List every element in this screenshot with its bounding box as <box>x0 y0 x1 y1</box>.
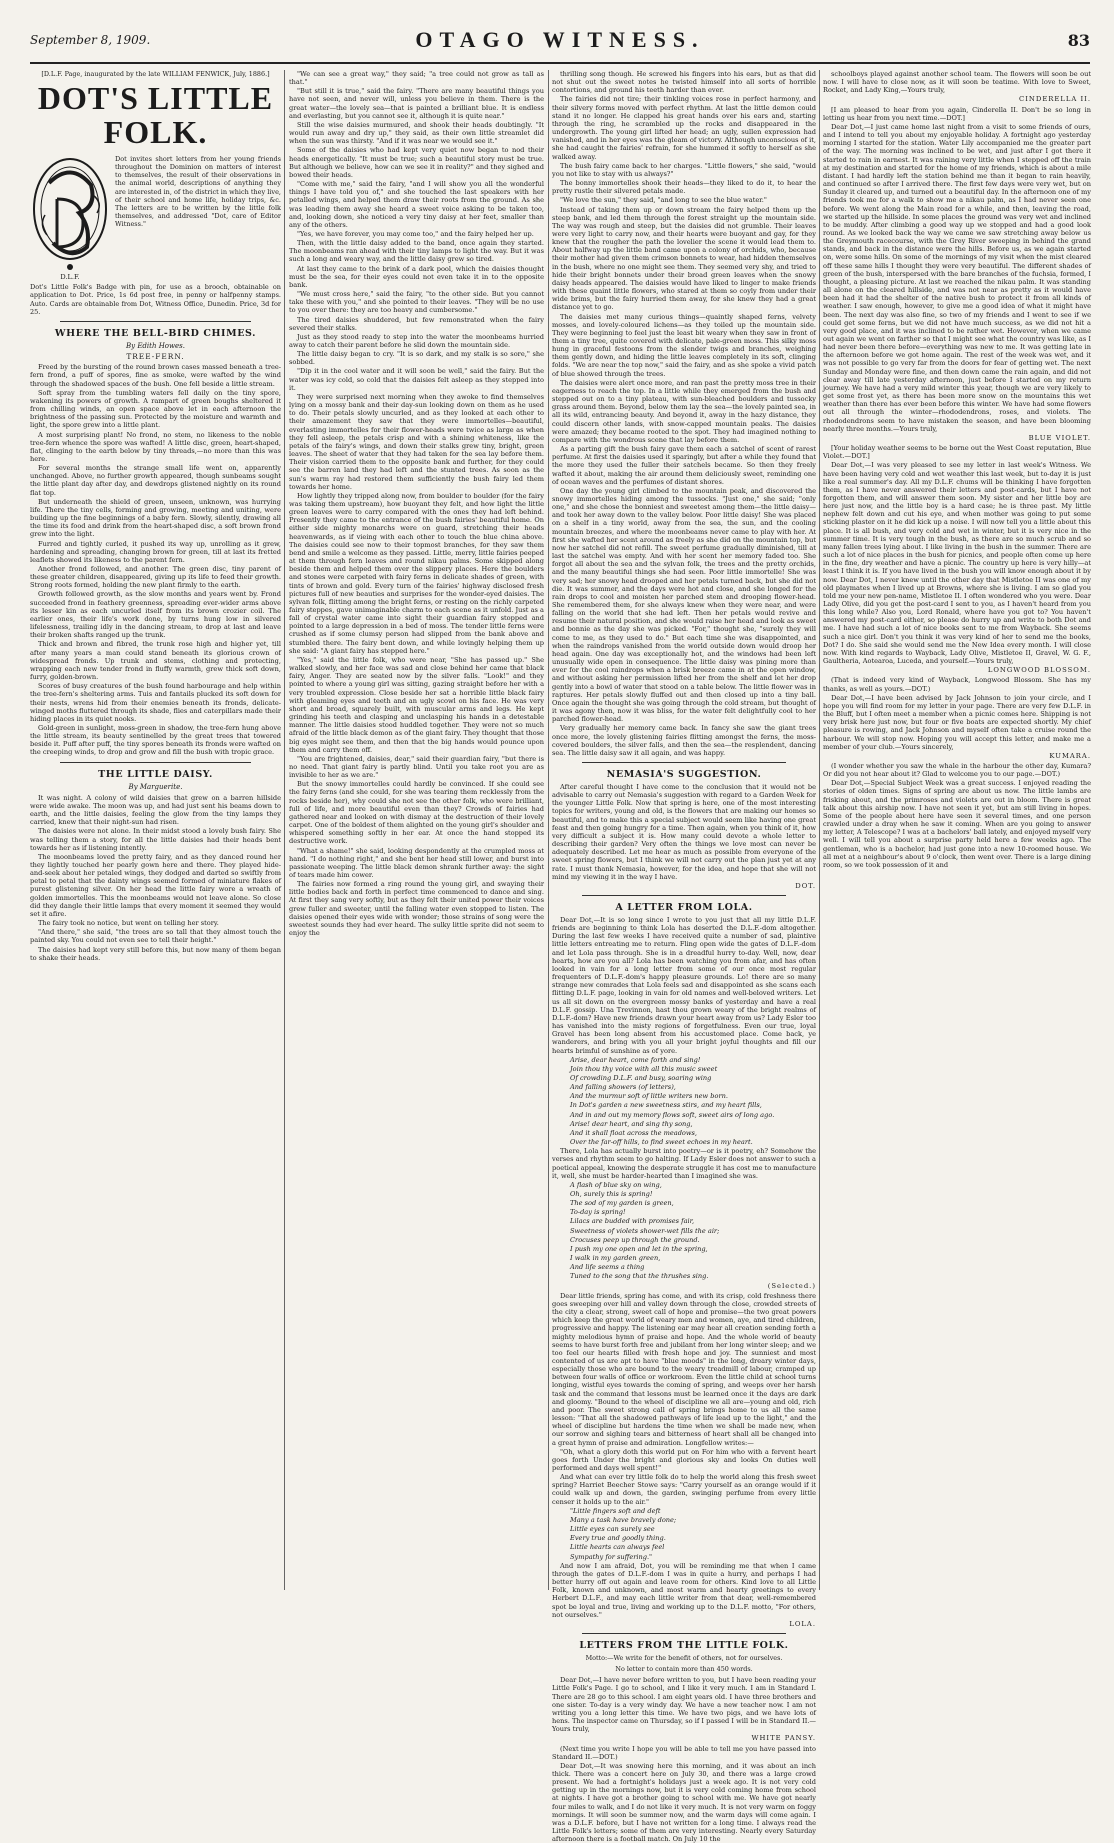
section-title: DOT'S LITTLE FOLK. <box>37 80 274 151</box>
daisy-paragraph: The moonbeams loved the pretty fairy, and as they danced round her they lightly touched her pearly gown here and there. They played hide-and-seek about her petaled wings, they dodged and darted so swiftly from petal to petal that the dainty wings seemed formed of miniature flakes of purest glistening silver. On her head the little fairy wore a wreath of golden immortelles. This the moonbeams would not leave alone. So close did they dangle their little lamps that every moment it seemed they would set it afire. <box>30 852 281 918</box>
verse-line: And in and out my memory flows soft, sweet airs of long ago. <box>570 1110 775 1119</box>
letter-paragraph: Dear Dot,—I was very pleased to see my letter in last week's Witness. We have been having very cold and wet weather this last week, but to-day it is just like a real summer's day. All my D.L.F. chums will be thinking I have forgotten them, as I have never answered their letters and post-cards, but I have not forgotten them, and will answer them soon. My sister and her little boy are here just now, and the little boy is a hard case; he is three past. My little nephew felt down and cut his eye, and when mother was going to put some sticking plaster on it he did kick up a noise. I will now tell you a little about this place. It is all bush, and very cold and wet in winter, but it is very nice in the summer time. It is very tough in the bush, as there are so much scrub and so many fallen trees lying about. I like living in the bush in the summer. There are such a lot of nice places in the bush for picnics, and people often come up here in the fine, dry weather and have a picnic. The country up here is very hilly—at least I think it is. If you have lived in the bush you will know enough about it by now. Dear Dot, I never knew until the other day that Mistletoe II was one of my old playmates when I lived up at Browns, where she is living. I am so glad you told me your new pen-name, Mistletoe II. I often wondered who you were. Dear Lady Olive, did you get the post-card I sent to you, as I haven't heard from you this long while? Also you, Lord Ronald, where have you got to? You haven't answered my post-card either, so please do hurry up and write to both Dot and me. I have had such a lot of nice books sent to me from Wayback. She seems such a nice girl. Don't you think it was very kind of her to send me the books, Dot? I do. She said she would send me the New Idea every month. I will close now. With kind regards to Wayback, Lady Olive, Mistletoe II, Gravel, W. G. F., Gaultheria, Aotearoa, Luceda, and yourself.—Yours truly, <box>823 461 1091 666</box>
daisy-paragraph: "Yes, we have forever, you may come too," and the fairy helped her up. <box>297 229 534 238</box>
nemasia-signature: DOT. <box>795 881 816 890</box>
lola-verse-2 <box>552 1181 816 1281</box>
editor-reply: (Next time you write I hope you will be able to tell me you have passed into Standard II.—DOT.) <box>552 1744 816 1761</box>
letter-paragraph: Dear Dot,—It was snowing here this morning, and it was about an inch thick. There was a concert here on July 30, and there was a large crowd present. We had a fortnight's holidays just a week ago. It is not very cold getting up in the mornings now, but it is very cold coming home from school at nights. I have got a brother going to school with me. We have got nearly four miles to walk, and I do not like it very much. It is not very warm on foggy mornings. It will soon be summer now, and the warm days will come again. I was a D.L.F. before, but I have not written for a long time. I always read the Little Folk's letters; some of them are very interesting. Nearly every Saturday afternoon there is a football match. On July 10 the <box>552 1761 816 1843</box>
lola-paragraph: Dear little friends, spring has come, and with its crisp, cold freshness there goes sweeping over hill and valley down through the close, crowded streets of the city a clear, strong, sweet call of hope and promise—the two great powers which keep the great world of weary men and women, aye, and tired children, progressive and happy. The listening ear may hear all creation sending forth a mighty melodious hymn of praise and hope. And the whole world of beauty seems to have burst forth free and jubilant from her long winter sleep; and we too feel our hearts filled with fresh hope and joy. The sunniest and most contented of us are apt to have "blue moods" in the long, dreary winter days, especially those who are bound to the weary treadmill of labour, cramped up between four walls of office or workroom. Even the little child at school turns longing, wistful eyes towards the coming of spring, and weeps over her harsh task and the command that lessons must be learned once it the days are dark and gloomy. "Bound to the wheel of discipline we all are—young and old, rich and poor. The sweet strong call of spring brings home to us all the same lesson: "That all the shadowed pathways of life lead up to the light," and the wheel of discipline but hardens the time when we shall be made new, when our sorrow and sighing tears and bitterness of heart shall all be changed into a great hymn of praise and admiration. Longfellow writes:— <box>552 1291 816 1447</box>
verse-line: Crocuses peep up through the ground. <box>570 1235 700 1244</box>
column-2 <box>289 70 544 1592</box>
badge-label: D.L.F. <box>60 273 80 282</box>
verse-line: And the murmur soft of little writers new born. <box>570 1092 728 1101</box>
editor-reply: (I wonder whether you saw the whale in the harbour the other day, Kumara? Or did you not hear about it? Glad to welcome you to our page.—DOT.) <box>823 761 1091 779</box>
daisy-title: THE LITTLE DAISY. <box>98 768 213 780</box>
story-body <box>30 363 281 756</box>
story-paragraph: Scores of busy creatures of the bush found harbourage and help within the tree-fern's sheltering arms. Tuis and fantails plucked its soft down for their nests, wrens hid from their enemies beneath its fronds, delicate-winged moths fluttered through its shade, flies and caterpillars made their hiding places in its quiet nooks. <box>30 682 281 723</box>
daisy-paragraph: One day the young girl climbed to the mountain peak, and discovered the snowy immortelles hiding among the tussocks. "Just one," she said; "only one," and she chose the bonniest and sweetest among them—the little daisy—and took her away down to the valley below. Poor little daisy! She was placed on a shelf in a tiny world, away from the sea, the sun, and the cooling mountain breezes, and where the moonbeams never came to play with her. At first she wafted her scent around as freely as she did on the mountain top, but now her satchel did not refill. The sweet perfume gradually diminished, till at last the satchel was empty. And with her scent her memory faded too. She forgot all about the sea and the sylvan folk, the trees and the pretty orchids, and the many beautiful things she had seen. Poor little immortelle! She was very sad; her snowy head drooped and her petals turned back, but she did not die. It was summer, and the days were hot and close, and she longed for the rain drops to cool and moisten her parched stem and drooping flower-head. She remembered them, for she always knew when they were near, and were falling on the world that she had left. Then her petals would revive and resume their natural position, and she would raise her head and look as sweet and bonnie as the day she was picked. "For," thought she, "surely they will come to me, as they used to do." But each time she was disappointed, and when the raindrops vanished from the world outside down would droop her head again. One day was exceptionally hot, and the windows had been left unusually wide open in consequence. The little daisy was pining more than ever for the cool raindrops when a brisk breeze came in at the open window, and without asking her permission lifted her from the shelf and let her drop gently into a bowl of water that stood on a table below. The little flower was in raptures. Her petals slowly fluffed out and then closed up into a tiny ball. Once again the thought she was going through the cold stream, but thought of it was agony then, now it was bliss, for the water felt delightfully cool to her parched flower-head. <box>552 486 816 724</box>
letter-paragraph: schoolboys played against another school team. The flowers will soon be out now. I will have to close now, as it will soon be teatime. With love to Sweet, Rocket, and Lady King,—Yours truly, <box>823 70 1091 95</box>
verse-line: Many a task have bravely done; <box>570 1515 677 1524</box>
masthead-title: OTAGO WITNESS. <box>415 27 705 52</box>
story-paragraph: Gold-green in sunlight, moss-green in shadow, the tree-fern hung above the little stream, its beauty sentinelled by the great trees that towered beside it. Puff after puff, the tiny spores beneath its fronds were wafted on the creeping winds, to drop and grow and fill the bush with tropic grace. <box>30 723 281 757</box>
letters-motto: Motto:—We write for the benefit of others, not for ourselves. <box>585 1653 783 1662</box>
daisy-paragraph: The little daisy began to cry. "It is so dark, and my stalk is so sore," she sobbed. <box>289 350 544 367</box>
story-paragraph: Another frond followed, and another. The green disc, tiny parent of these greater children, disappeared, giving up its life to feed their growth. Strong roots formed, holding the new plant firmly to the earth. <box>30 565 281 590</box>
letter-signature: WHITE PANSY. <box>751 1734 816 1743</box>
daisy-paragraph: The daisies were alert once more, and ran past the pretty moss tree in their eagerness to reach the top. In a little while they emerged from the bush and stepped out on to a tiny plateau, with sun-bleached boulders and tussocky grass around them. Beyond, below them lay the sea—the lovely painted sea, in all its wild, entrancing beauty. And beyond it, away in the hazy distance, they could discern other lands, with snow-capped mountain peaks. The daisies were amazed; they became rooted to the spot. They had imagined nothing to compare with the wondrous scene that lay before them. <box>552 378 816 444</box>
daisy-paragraph: "What a shame!" she said, looking despondently at the crumpled moss at hand. "I do nothing right," and she bent her head still lower, and burst into passionate weeping. The little black demon shrank further away: the sight of tears made him cower. <box>289 846 544 879</box>
story-paragraph: Soft spray from the tumbling waters fell daily on the tiny spore, wakening its powers of growth. A rampart of green boughs sheltered it from chilling winds, an open space above let in each afternoon the brightness of the passing sun. Protected by the moisture and warmth and light, the spore grew into a little plant. <box>30 388 281 430</box>
story-paragraph: For several months the strange small life went on, apparently unchanged. Above, no further growth appeared, though sunbeams sought the little plant day after day, and dewdrops glistened nightly on its round flat top. <box>30 464 281 497</box>
daisy-paragraph: Instead of taking them up or down stream the fairy helped them up the steep bank, and led them through the forest straight up the mountain side. The way was rough and steep, but the daisies did not grumble. Their leaves were very light to carry now, and their hearts were buoyant and gay, for they knew that the rougher the path the lovelier the scene it would lead them to. About halfway up the little band came upon a colony of orchids, who, because their mother had given them crimson bonnets to wear, had hidden themselves in the bush, where no one might see them. They seemed very shy, and tried to hide their bright bonnets under their broad green leaves when the snowy daisy heads appeared. The daisies would have liked to linger to make friends with these quaint little flowers, who stared at them so coyly from under their wide brims, but the fairy hurried them away, for she knew they had a great distance yet to go. <box>552 205 816 312</box>
page-number: 83 <box>1067 30 1090 50</box>
daisy-body <box>30 794 281 962</box>
daisy-paragraph: They were surprised next morning when they awoke to find themselves lying on a mossy bank and their day-sun looking down on them as he used to do. Their petals slowly uncurled, and as they looked at each other to their amazement they saw that they were immortelles—beautiful, everlasting immortelles for their flower-heads were twice as large as when they fell asleep, the petals crisp and with a shining whiteness, like the petals of the fairy's wings, and down their stalks grew tiny, bright, green leaves. The sheet of water that they had taken for the sea lay before them. Their vision carried them to the opposite bank and further, for they could see the barren land they had left and the stunted trees. As soon as the sun's warm ray had restored them sufficiently the bush fairy led them towards her home. <box>289 392 544 491</box>
daisy-paragraph: At last they came to the brink of a dark pool, which the daisies thought must be the sea, for their eyes could not even take it in to the opposite bank. <box>289 264 544 289</box>
daisy-paragraph: "And there," she said, "the trees are so tall that they almost touch the painted sky. You could not even see to tell their height." <box>30 928 281 945</box>
verse-line: Sweetness of violets shower-wet fills the air; <box>570 1226 720 1235</box>
divider <box>582 1633 786 1634</box>
daisy-paragraph: Just as they stood ready to step into the water the moonbeams hurried away to catch their parent before he slid down the mountain side. <box>289 332 544 349</box>
page-header <box>30 18 1090 64</box>
verse-line: "Little fingers soft and deft <box>570 1506 661 1515</box>
letter-signature: BLUE VIOLET. <box>1028 433 1091 442</box>
verse-line: Oh, surely this is spring! <box>570 1190 653 1198</box>
intro-paragraph: Dot invites short letters from her young friends throughout the Dominion on matters of interest to themselves, the result of their observations in the animal world, descriptions of anything they are interested in, of the district in which they live, of their school and home life, holiday trips, &c. The letters are to be written by the little folk themselves, and addressed "Dot, care of Editor Witness." <box>115 155 281 228</box>
daisy-paragraph: Some of the daisies who had kept very quiet now began to nod their heads energetically. "It must be true; such a beautiful story must be true. But although we believe, how can we see it in reality?" and they sighed and bowed their heads. <box>289 146 544 179</box>
daisy-paragraph: "Come with me," said the fairy, "and I will show you all the wonderful things I have told you of," and she touched the last speakers with her petalled wings, and helped them draw their roots from the ground. As she was leading them away she heard a sweet voice asking to be taken too, and, looking down, she noticed a very tiny daisy at her feet, smaller than any of the others. <box>289 180 544 229</box>
daisy-paragraph: The daisies were not alone. In their midst stood a lovely bush fairy. She was telling them a story, for all the little daisies had their heads bent towards her as if listening intently. <box>30 827 281 852</box>
lola-paragraph: And now I am afraid, Dot, you will be reminding me that when I came through the gates of D.L.F.-dom I was in quite a hurry, and perhaps I had better hurry off out again and leave room for others. Kind love to all Little Folk, known and unknown, and most warm and hearty greetings to every Herbert D.L.F., and may each little writer from that dear, well-remembered spot be loyal and true, living and working up to the D.L.F. motto, "For others, not ourselves." <box>552 1561 816 1619</box>
daisy-paragraph: The bonny immortelles shook their heads—they liked to do it, to hear the pretty rustle their silvered petals made. <box>552 179 816 196</box>
story-paragraph: A most surprising plant! No frond, no stem, no likeness to the noble tree-fern whence the spore was wafted! A little disc, green, heart-shaped, flat, clinging to the earth below by tiny threads,—no more than this was here. <box>30 430 281 463</box>
lola-paragraph: There, Lola has actually burst into poetry—or is it poetry, eh? Somehow the verses and rhythm seem to go halting. If Lady Esler does not answer to such a poetical appeal, knowing the desperate struggle it has cost me to manufacture it, well, she must be harder-hearted than I imagined she was. <box>552 1147 816 1180</box>
editor-reply: [Your holiday weather seems to be borne out the West Coast reputation, Blue Violet.—DOT.] <box>823 444 1091 461</box>
verse-line: In Dot's garden a new sweetness stirs, and my heart fills, <box>570 1101 762 1110</box>
story-paragraph: But underneath the shield of green, unseen, unknown, was hurrying life. There the tiny cells, forming and growing, meeting and uniting, were building up the fine beginnings of a baby fern. Slowly, silently, drawing all the time its food and drink from the heart-shaped disc, a soft brown frond grew into the light. <box>30 497 281 539</box>
story-paragraph: Thick and brown and fibred, the trunk rose high and higher yet, till after many years a man could stand beneath its glorious crown of widespread fronds. Up trunk and stems, clothing and protecting, wrapping each new tender frond in fluffy warmth, grew thick soft down, furry, golden-brown. <box>30 640 281 682</box>
daisy-paragraph: "We can see a great way," they said; "a tree could not grow as tall as that." <box>289 70 544 87</box>
letters-title: LETTERS FROM THE LITTLE FOLK. <box>579 1639 789 1651</box>
lola-title: A LETTER FROM LOLA. <box>615 902 753 913</box>
daisy-paragraph: "But still it is true," said the fairy. "There are many beautiful things you have not seen, and never will, unless you believe in them. There is the great water—the lovely sea—that is painted a brilliant blue. It is endless and everlasting, but you cannot see it, although it is quite near." <box>289 87 544 120</box>
verse-line: Join thou thy voice with all this music sweet <box>570 1064 718 1073</box>
nemasia-title: NEMASIA'S SUGGESTION. <box>606 768 762 780</box>
daisy-paragraph: The fairy took no notice, but went on telling her story. <box>38 919 219 928</box>
letter-signature: CINDERELLA II. <box>1019 95 1091 104</box>
letter-paragraph: Dear Dot,—I just came home last night from a visit to some friends of ours, and I intend to tell you about my enjoyable holiday. A fortnight ago yesterday morning I started for the station. Water Lily accompanied me the greater part of the way. The morning was inclined to be wet, and just after I got there it started to rain in earnest. It was raining very little when I stepped off the train at my destination and started for the home of my friends, which is about a mile distant. I had hardly left the station behind me than it began to rain heavily, and continued so after I arrived there. The first few days were very wet, but on Sunday it cleared up, and turned out a beautiful day. In the afternoon one of my friends took me for a walk to show me a nikau palm, as I had never seen one before. We went along the Main road for a while, and then, leaving the road, we started up the hillside. In some places the ground was very wet and inclined to be muddy. After climbing a good way up we stopped and had a good look round. As we looked back the way we came we saw stretching away below us the Greymouth racecourse, with the Grey River sweeping in behind the grand stands, and back in the distance were the hills. Before us, as we again started on, were some hills. On some of the mornings of my visit when the mist cleared off these same hills I thought they were very beautiful. The different shades of green of the bush, interspersed with the bare branches of the fuchsia, formed, I thought, a pleasing picture. At last we reached the nikau palm. It was standing all alone on the cleared hillside, and was not near as pretty as it would have been had it had the shelter of the native bush to protect it from all kinds of weather. I saw enough, however, to give me a good idea of what it might have been. The next day was also fine, so two of my friends and I went to see if we could get some ferns, but we did not have much success, as we did not hit a very good place, and it was inclined to be rather wet. However, when we came out again we went on farther so that I might see what the country was like, as I had never been there before—everything was new to me. It was getting late in the afternoon before we got home again. The rest of the week was wet, and it was not possible to go very far from the doors for fear of getting wet. The next Sunday and Monday were fine, and then down came the rain again, and did not clear away till late yesterday afternoon, just before I started on my return journey. We have had a very mild winter this year, though we are very likely to get some frost yet, as there has been more snow on the mountains this wet weather than there has ever been before this winter. We have had some flowers out all through the winter—rhododendrons, roses, and violets. The rhododendrons seem to have mistaken the season, and have been blooming nearly three months.—Yours truly, <box>823 122 1091 433</box>
letter-paragraph: Dear Dot,—I have never before written to you, but I have been reading your Little Folk's Page. I go to school, and I like it very much. I am in Standard I. There are 28 go to this school. I am eight years old. I have three brothers and one sister. To-day is a very windy day. We have a new teacher now. I am not writing you a long letter this time. We have two pigs, and we have lots of hens. The inspector came on Thursday, so if I passed I will be in Standard II.—Yours truly, <box>552 1676 816 1734</box>
verse-line: Tuned to the song that the thrushes sing. <box>570 1272 709 1281</box>
story-byline: By Edith Howes. <box>126 341 185 350</box>
letter-signature: LONGWOOD BLOSSOM. <box>987 666 1091 675</box>
daisy-paragraph: Still the wise daisies murmured, and shook their heads doubtingly. "It would run away and dry up," they said, as their own little streamlet did when the sun was thirsty. "And if it was near we would see it." <box>289 120 544 146</box>
verse-line: Sympathy for suffering." <box>570 1552 653 1561</box>
letter-signature: KUMARA. <box>1049 751 1091 760</box>
verse-line: The sod of my garden is green, <box>570 1199 674 1208</box>
column-4 <box>823 70 1091 1592</box>
daisy-paragraph: How lightly they tripped along now, from boulder to boulder (for the fairy was taking them upstream), how buoyant they felt, and how light the little green leaves were to carry compared with the ones they had left behind. Presently they came to the entrance of the bush fairies' beautiful home. On either side mighty monarchs were on guard, stretching their heads heavenwards, as if vieing with each other to touch the blue china above. The daisies could see now to their topmost branches, for they saw them bend and smile a welcome as they passed. Little, merry, little fairies peeped at them through fern leaves and round nikau palms. Some skipped along beside them and helped them over the slippery places. Here the boulders and stones were carpeted with fairy ferns in delicate shades of green, with tints of brown and gold. Every turn of the fairies' highway disclosed fresh pictures full of new beauties and surprises for the wonder-eyed daisies. The sylvan folk, flitting among the bright ferns, or resting on the richly carpeted fairy steppes, gave unimaginable charm to each scene as it unfold. Just as a fall of crystal water came into sight their guardian fairy stopped and pointed to a large depression in a bed of moss. The tender little ferns were crushed as if some clumsy person had slipped from the bank above and stumbled there. The fairy bent down, and while lovingly helping them up she said: "A giant fairy has stepped here." <box>289 491 545 655</box>
story-paragraph: Growth followed growth, as the slow months and years went by. Frond succeeded frond in feathery greenness, spreading ever-wider arms above its lesser kin as each uncurled itself from its brown crozier coil. The earlier ones, their life's work done, by turns hung low in silvered lifelessness, trailing idly in the dancing stream, to drop at last and leave their broken shafts ranged up the trunk. <box>30 590 281 640</box>
daisy-paragraph: The fairies did not tire; their tinkling voices rose in perfect harmony, and their silvery forms moved with perfect rhythm. At last the little demon could stand it no longer. He clapped his great hands over his ears and, starting through the ring, he scrambled up the rocks and disappeared in the undergrowth. The young girl lifted her head; an ugly, sullen expression had vanished, and in her eyes was the gleam of victory. Although unconscious of it, she had caught the fairies' refrain, for she hummed it softly to herself as she walked away. <box>552 95 816 161</box>
verse-line: Little hearts can always feel <box>570 1543 665 1552</box>
daisy-paragraph: But the snowy immortelles could hardly be convinced. If she could see the fairy ferns (and she could, for she was tearing them recklessly from the rocks beside her), why could she not see the other folk, who were brilliant, full of life, and more beautiful even than they? Crowds of fairies had gathered near and looked on with dismay at the destruction of their lovely carpet. One of the boldest of them alighted on the young girl's shoulder and whispered something softly in her ear. At once the hand stopped its destructive work. <box>289 780 544 846</box>
daisy-paragraph: "Yes," said the little folk, who were near, "She has passed up." She walked slowly, and her face was sad and close behind her came that black fairy, Anger. They are seated now by the silver falls. "Look!" and they pointed to where a young girl was sitting, gazing straight before her with a very troubled expression. Close beside her sat a horrible little black fairy with gleaming eyes and teeth and an ugly scowl on his face. He was very short and broad, squarely built, with muscular arms and legs. He kept grinding his teeth and clasping and unclasping his hands in a detestable manner. The little daisies stood huddled together. They were not so much afraid of the little black demon as of the giant fairy. They thought that those big eyes might see them, and then that the big hands would pounce upon them and carry them off. <box>289 655 544 754</box>
verse-line: And it shall float across the meadows, <box>570 1128 698 1137</box>
badge-caption: Dot's Little Folk's Badge with pin, for use as a brooch, obtainable on application to Dot. Price, 1s 6d post free, in penny or halfpenny stamps. Auto. Cards are obtainable from Dot, Witness Office, Dunedin. Price, 3d for 25. <box>30 283 281 316</box>
intro-text <box>115 155 281 281</box>
lola-verse-1 <box>552 1056 816 1147</box>
daisy-paragraph: The daisies met many curious things—quaintly shaped ferns, velvety mosses, and lovely-coloured lichens—as they toiled up the mountain side. They were beginning to feel just the least bit weary when they saw in front of them a tiny tree, quite covered with delicate, pale-green moss. This silky moss hung in graceful festoons from the slender twigs and branches, weighing them gently down, and hiding the little leaves completely in its soft, clinging folds. "We are near the top now," said the fairy, and as she spoke a vivid patch of blue showed through the trees. <box>552 312 816 378</box>
daisy-paragraph: "Dip it in the cool water and it will soon be well," said the fairy. But the water was icy cold, so cold that the daisies felt asleep as they stepped into it. <box>289 367 544 392</box>
column-rule <box>284 70 285 1590</box>
lola-paragraph: And what can ever try little folk do to help the world along this fresh sweet spring? Harriet Beecher Stowe says: "Carry yourself as an orange would if it could walk up and down, the garden, swinging perfume from every little censer it holds up to the air." <box>552 1473 816 1506</box>
editor-reply: [I am pleased to hear from you again, Cinderella II. Don't be so long in letting us hear from you next time.—DOT.] <box>823 105 1091 122</box>
divider <box>60 321 251 322</box>
lola-paragraph: "Oh, what a glory doth this world put on For him who with a fervent heart goes forth Under the bright and glorious sky and looks On duties well performed and days well spent!" <box>552 1447 816 1472</box>
verse-line: I push my one open and let in the spring, <box>570 1244 708 1253</box>
dlf-badge <box>30 155 110 281</box>
divider <box>60 762 251 763</box>
daisy-paragraph: It was night. A colony of wild daisies that grew on a barren hillside were wide awake. The moon was up, and had just sent his beams down to earth, and the little daisies, feeling the glow from the tiny lamps they carried, knew that their night-sun had risen. <box>30 793 281 827</box>
verse-line: Lilacs are budded with promises fair, <box>570 1217 695 1226</box>
lola-signature: LOLA. <box>789 1619 816 1628</box>
daisy-paragraph: The daisies had kept very still before this, but now many of them began to shake their heads. <box>30 945 281 962</box>
verse-line: And falling showers (of letters), <box>570 1083 676 1092</box>
daisy-paragraph: "You are frightened, daisies, dear," said their guardian fairy, "but there is no need. That giant fairy is partly blind. Until you take root you are as invisible to her as we are." <box>289 754 544 780</box>
daisy-paragraph: Very gradually her memory came back. In fancy she saw the giant trees once more, the lovely glistening fairies flitting amongst the ferns, the moss-covered boulders, the silver falls, and then the sea—the resplendent, dancing sea. The little daisy saw it all again, and was happy. <box>552 724 816 757</box>
verse-line: Every true and goodly thing. <box>570 1534 666 1543</box>
daisy-paragraph: "We must cross here," said the fairy, "to the other side. But you cannot take these with you," and she pointed to their leaves. "They will be no use to you over there: they are too heavy and cumbersome." <box>289 290 544 315</box>
verse-line: Of crowding D.L.F. and busy, soaring wing <box>570 1073 712 1082</box>
column-1 <box>30 70 281 1592</box>
column-3 <box>552 70 816 1843</box>
verse-line: Arise! dear heart, and sing thy song, <box>570 1119 693 1128</box>
verse-line: Arise, dear heart, come forth and sing! <box>570 1055 701 1064</box>
divider <box>582 895 786 896</box>
verse-line: I walk in my garden green, <box>570 1254 661 1263</box>
lola-paragraph: Dear Dot,—It is so long since I wrote to you just that all my little D.L.F. friends are beginning to think Lola has deserted the D.L.F.-dom altogether. During the last few weeks I have received quite a number of sad, plaintive little letters entreating me to return. Fling open wide the gates of D.L.F.-dom and let Lola pass through. She is in a dreadful hurry to-day. Well, now, dear hearts, how are you all? Lola has been watching you from afar, and has often looked in vain for a long letter from some of our once most regular frequenters of D.L.F.-dom's happy pleasure grounds. Lo! there are so many strange new comrades that Lola feels sad and disappointed as she scans each flitting D.L.F. page, looking in vain for old names and well-beloved writers. Let us all sit down on the evergreen mossy banks of yesterday and have a real D.L.F. gossip. Una Trevinnon, hast thou grown weary of the bright realms of D.L.F.-dom? Have new friends drawn your heart away from us? Lady Esler too has vanished into the misty regions of forgetfulness. Even our true, loyal Gravel has been long absent from his accustomed place. Come back, ye wanderers, and bring with you all your bright joyful thoughts and fill our hearts brimful of sunshine as of yore. <box>552 916 816 1055</box>
verse-line: And life seems a thing <box>570 1263 645 1272</box>
nemasia-paragraph: After careful thought I have come to the conclusion that it would not be advisable to carry out Nemasia's suggestion with regard to a Garden Week for the younger Little Folk. Now that spring is here, one of the most interesting topics for writers, young and old, is the flowers that are making our homes so beautiful, and to make this a special subject would seem like having one great feast and then going hungry for a time. Then again, when you think of it, how very difficult a subject it is. How many could devote a whole letter to describing their garden? Very often the things we love most can never be adequately described. Let me hear as much as possible from everyone of the sweet spring flowers, but I think we will not carry out the plan just yet at any rate. I must thank Nemasia, however, for the idea, and hope that she will not mind my viewing it in the way I have. <box>552 782 816 881</box>
daisy-paragraph: As a parting gift the bush fairy gave them each a satchel of scent of rarest perfume. At first the daisies used it sparingly, but after a while they found that the more they used the fuller their satchels became. So then they freely wafted it about, making the air around them deliciously sweet, reminding one of ocean waves and the perfumes of distant shores. <box>552 445 816 486</box>
letters-rule: No letter to contain more than 450 words. <box>615 1665 753 1674</box>
dlf-founding-note: [D.L.F. Page, inaugurated by the late WILLIAM FENWICK, July, 1886.] <box>41 70 270 78</box>
verse-line: Little eyes can surely see <box>570 1525 655 1534</box>
verse-line: Over the far-off hills, to find sweet echoes in my heart. <box>570 1138 753 1147</box>
column-rule <box>819 70 820 1590</box>
editor-reply: (That is indeed very kind of Wayback, Longwood Blossom. She has my thanks, as well as yours.—DOT.) <box>823 676 1091 693</box>
badge-block <box>30 155 281 281</box>
dlf-badge-emblem-icon <box>31 155 109 273</box>
lola-verse-3 <box>552 1507 816 1561</box>
verse-line: A flash of blue sky on wing, <box>570 1180 662 1189</box>
story-paragraph: Freed by the bursting of the round brown cases massed beneath a tree-fern frond, a puff of spores, fine as smoke, were wafted by the wind through the shadowed spaces of the bush. One fell beside a little stream. <box>30 363 281 388</box>
story-subtitle: TREE-FERN. <box>126 352 185 362</box>
issue-date: September 8, 1909. <box>30 33 151 47</box>
letter-paragraph: Dear Dot,—I have been advised by Jack Johnson to join your circle, and I hope you will find room for my letter in your page. There are very few D.L.F. in the Bluff, but I often meet a member when a picnic comes here. Shipping is not very brisk here just now, but four or five boats are expected shortly. My chief pleasure is rowing, and Jack Johnson and myself often take a cruise round the harbour. We will stop now. Hoping you will accept this letter, and make me a member of your club.—Yours sincerely, <box>823 693 1091 751</box>
verse-source: (Selected.) <box>767 1281 816 1290</box>
daisy-paragraph: "We love the sun," they said, "and long to see the blue water." <box>560 196 767 205</box>
daisy-paragraph: The tired daisies shuddered, but few remonstrated when the fairy severed their stalks. <box>289 315 544 332</box>
daisy-paragraph: thrilling song though. He screwed his fingers into his ears, but as that did not shut out the sweet notes he twisted himself into all sorts of horrible contortions, and ground his teeth harder than ever. <box>552 70 816 95</box>
daisy-paragraph: The fairies now formed a ring round the young girl, and swaying their little bodies back and forth in perfect time commenced to dance and sing. At first they sang very softly, but as they felt their united power their voices grew fuller and sweeter, until the falling water even stopped to listen. The daisies opened their eyes wide with wonder; those strains of song were the sweetest sounds they had ever heard. The sulky little sprite did not seem to enjoy the <box>289 880 544 938</box>
daisy-paragraph: The bush fairy came back to her charges. "Little flowers," she said, "would you not like to stay with us always?" <box>552 161 816 178</box>
column-rule <box>548 70 549 1590</box>
letter-paragraph: Dear Dot,—Special Subject Week was a great success. I enjoyed reading the stories of olden times. Signs of spring are about us now. The little lambs are frisking about, and the primroses and violets are out in bloom. There is great talk about this airship now. I have not seen it yet, but am still living in hopes. Some of the people about here have seen it several times, and one person crawled under a dray when he saw it coming. When are you going to answer my letter, A Telescope? I was at a bachelors' ball lately, and enjoyed myself very well. I will tell you about a surprise party held here a few weeks ago. The gentleman, who is a bachelor, had just gone into a new 10-roomed house. We all met at a neighbour's about 9 o'clock, then went over. There is a large dining room, so we took possession of it and <box>823 779 1091 869</box>
story-paragraph: Furred and tightly curled, it pushed its way up, unrolling as it grew, hardening and spreading, changing brown for green, till at last its fretted leaflets showed its likeness to the parent fern. <box>30 539 281 564</box>
verse-line: To-day is spring! <box>570 1208 626 1217</box>
daisy-byline: By Marguerite. <box>128 782 183 791</box>
story-title: WHERE THE BELL-BIRD CHIMES. <box>54 327 257 339</box>
daisy-paragraph: Then, with the little daisy added to the band, once again they started. The moonbeams ran ahead with their tiny lamps to light the way. But it was such a long and weary way, and the little daisy grew so tired. <box>289 239 544 264</box>
divider <box>582 762 786 763</box>
